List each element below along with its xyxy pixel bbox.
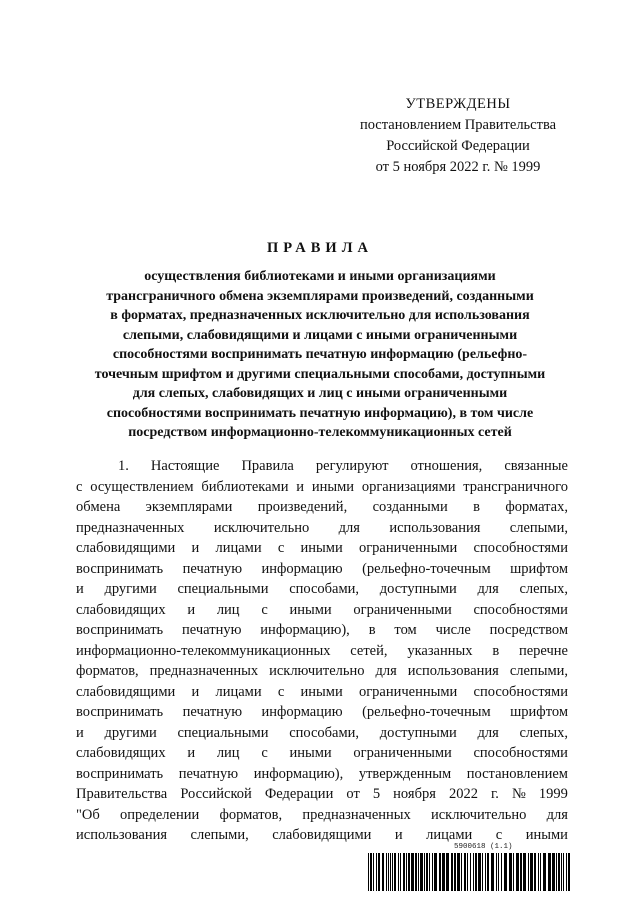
body-line: слабовидящих и лиц с иными ограниченными способностями	[76, 745, 568, 761]
body-line: воспринимать печатную информацию (рельефно-точечным шрифтом	[76, 704, 568, 720]
subtitle-line: трансграничного обмена экземплярами произведений, созданными	[106, 288, 534, 304]
barcode-bar	[473, 853, 474, 891]
barcode-bar	[451, 853, 453, 891]
body-line: Правительства Российской Федерации от 5 ноября 2022 г. № 1999	[76, 786, 568, 802]
subtitle-line: способностями воспринимать печатную информацию (рельефно-	[112, 347, 528, 362]
barcode-bar	[398, 853, 399, 891]
body-line: воспринимать печатную информацию), утвержденным постановлением	[76, 765, 568, 782]
barcode-bar	[382, 853, 384, 891]
barcode-bar	[504, 853, 507, 891]
approval-line: постановлением Правительства	[359, 117, 557, 133]
barcode-bar	[548, 853, 551, 891]
body-line: предназначенных исключительно для использования слепыми,	[76, 519, 568, 536]
barcode-bar	[411, 853, 414, 891]
barcode-bar	[498, 853, 499, 891]
barcode-bar	[496, 853, 497, 891]
barcode-bar	[392, 853, 393, 891]
barcode	[368, 843, 573, 893]
barcode-bar	[418, 853, 419, 891]
barcode-bar	[475, 853, 477, 891]
barcode-bar	[540, 853, 541, 891]
body-line: слабовидящими и лицами с иными ограниченными способностями	[76, 540, 568, 556]
barcode-bar	[478, 853, 481, 891]
barcode-bar	[446, 853, 449, 891]
barcode-bar	[509, 853, 512, 891]
barcode-bar	[376, 853, 377, 891]
subtitle-line: посредством информационно-телекоммуникационных сетей	[128, 425, 512, 440]
barcode-bar	[538, 853, 539, 891]
body-paragraph	[76, 456, 568, 846]
approval-heading: УТВЕРЖДЕНЫ	[405, 96, 511, 112]
body-line: слабовидящими и лицами с иными ограниченными способностями	[76, 683, 568, 700]
barcode-bar	[394, 853, 396, 891]
barcode-bar	[457, 853, 460, 891]
barcode-bar	[403, 853, 405, 891]
barcode-bar	[388, 853, 389, 891]
barcode-bar	[386, 853, 387, 891]
barcode-bar	[568, 853, 570, 891]
body-line: слабовидящих и лиц с иными ограниченными способностями	[76, 601, 568, 618]
subtitle-line: для слепых, слабовидящих и лиц с иными ограниченными	[132, 386, 508, 401]
barcode-bar	[528, 853, 529, 891]
approval-line: Российской Федерации	[386, 138, 530, 154]
subtitle-line: слепыми, слабовидящими и лицами с иными ограниченными	[122, 327, 518, 343]
barcode-bar	[408, 853, 410, 891]
subtitle-line: осуществления библиотеками и иными организациями	[144, 269, 496, 284]
body-line: форматов, предназначенных исключительно для использования слепыми,	[76, 663, 568, 679]
barcode-number: 5900618 (1.1)	[454, 843, 513, 851]
body-line: воспринимать печатную информацию), в том числе посредством	[76, 622, 568, 638]
barcode-bar	[415, 853, 417, 891]
body-line: использования слепыми, слабовидящими и лицами с иными	[76, 827, 568, 843]
barcode-bar	[563, 853, 564, 891]
barcode-bars	[368, 853, 573, 891]
subtitle-line: в форматах, предназначенных исключительно для использования	[110, 308, 530, 323]
barcode-bar	[464, 853, 466, 891]
body-line: воспринимать печатную информацию (рельефно-точечным шрифтом	[76, 560, 568, 577]
barcode-bar	[520, 853, 522, 891]
barcode-bar	[442, 853, 445, 891]
barcode-bar	[491, 853, 494, 891]
barcode-bar	[561, 853, 562, 891]
barcode-bar	[373, 853, 374, 891]
barcode-bar	[368, 853, 369, 891]
barcode-bar	[454, 853, 456, 891]
barcode-bar	[487, 853, 489, 891]
barcode-bar	[513, 853, 514, 891]
approval-block	[348, 94, 568, 178]
barcode-bar	[467, 853, 468, 891]
barcode-bar	[566, 853, 567, 891]
body-line: 1. Настоящие Правила регулируют отношения, связанные	[118, 458, 568, 474]
barcode-bar	[432, 853, 433, 891]
barcode-bar	[424, 853, 425, 891]
barcode-bar	[439, 853, 441, 891]
subtitle-line: способностями воспринимать печатную информацию), в том числе	[106, 405, 534, 421]
document-title: ПРАВИЛА	[267, 240, 373, 256]
barcode-bar	[406, 853, 407, 891]
body-line: и другими специальными способами, доступными для слепых,	[76, 581, 568, 597]
barcode-bar	[390, 853, 391, 891]
barcode-bar	[543, 853, 546, 891]
barcode-bar	[434, 853, 437, 891]
barcode-bar	[556, 853, 557, 891]
body-line: обмена экземплярами произведений, созданными в форматах,	[76, 499, 568, 515]
barcode-bar	[429, 853, 430, 891]
barcode-bar	[370, 853, 372, 891]
body-line: информационно-телекоммуникационных сетей, указанных в перечне	[76, 642, 568, 659]
barcode-bar	[501, 853, 502, 891]
body-line: с осуществлением библиотеками и иными организациями трансграничного	[76, 478, 568, 495]
subtitle-line: точечным шрифтом и другими специальными способами, доступными	[94, 366, 546, 382]
body-line: "Об определении форматов, предназначенных исключительно для	[76, 806, 568, 823]
barcode-bar	[378, 853, 380, 891]
barcode-bar	[530, 853, 533, 891]
barcode-bar	[400, 853, 401, 891]
barcode-bar	[534, 853, 536, 891]
barcode-bar	[420, 853, 423, 891]
barcode-bar	[552, 853, 555, 891]
barcode-bar	[461, 853, 462, 891]
document-subtitle	[70, 267, 570, 443]
barcode-bar	[482, 853, 483, 891]
barcode-bar	[516, 853, 519, 891]
approval-line: от 5 ноября 2022 г. № 1999	[375, 159, 541, 175]
barcode-bar	[558, 853, 560, 891]
body-line: и другими специальными способами, доступными для слепых,	[76, 724, 568, 741]
barcode-bar	[523, 853, 526, 891]
barcode-bar	[485, 853, 486, 891]
barcode-bar	[470, 853, 471, 891]
barcode-bar	[426, 853, 428, 891]
